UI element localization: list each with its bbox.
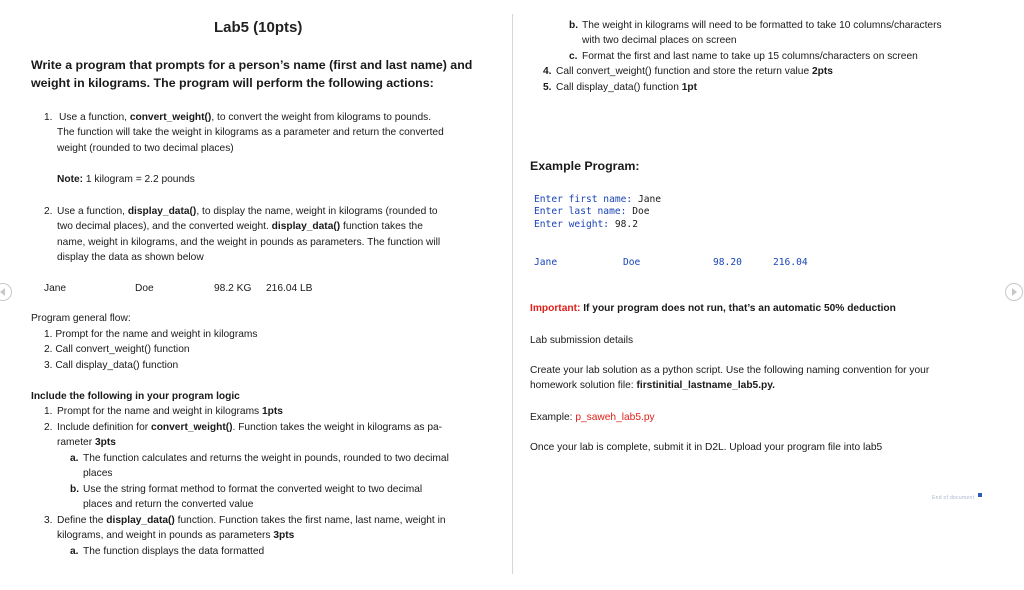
sample-weight-lb: 216.04 LB — [266, 283, 313, 294]
item-1-line-3: weight (rounded to two decimal places) — [57, 143, 234, 154]
chevron-left-icon — [0, 288, 5, 296]
item-2-post: , to display the name, weight in kilograms (rounded to — [196, 206, 438, 217]
example-program-heading: Example Program: — [530, 159, 640, 173]
example-filename — [530, 410, 655, 426]
item-2-function: display_data() — [127, 206, 197, 217]
submission-heading: Lab submission details — [530, 335, 634, 346]
right-item-5-points: 1pt — [681, 82, 698, 93]
logic-item-3-post: function. Function takes the first name, last name, weight in — [177, 515, 446, 526]
logic-item-2-line-2 — [57, 435, 116, 451]
example-file: p_saweh_lab5.py — [575, 412, 655, 423]
logic-item-2-l2: rameter — [57, 437, 93, 448]
item-2-number: 2. — [44, 206, 53, 217]
item-1-line-2: The function will take the weight in kilograms as a parameter and return the converted — [57, 127, 444, 138]
logic-item-3-number: 3. — [44, 515, 53, 526]
logic-item-2-line-1 — [57, 420, 442, 436]
logic-2b-letter: b. — [70, 484, 80, 495]
logic-item-3-function: display_data() — [106, 515, 175, 526]
item-2-line-4: display the data as shown below — [57, 252, 204, 263]
right-item-5 — [556, 80, 697, 96]
logic-item-3-pre: Define the — [57, 515, 104, 526]
column-divider — [512, 14, 513, 574]
console-value-last: Doe — [632, 206, 650, 217]
item-1-number: 1. — [44, 112, 53, 123]
logic-3a-text: The function displays the data formatted — [83, 546, 265, 557]
right-item-4 — [556, 64, 833, 80]
logic-item-3-points: 3pts — [273, 530, 295, 541]
intro-line-1: Write a program that prompts for a person’s name (first and last name) and — [31, 58, 473, 72]
end-of-document — [932, 486, 982, 504]
console-prompt-weight: Enter weight: — [534, 219, 610, 230]
sample-first-name: Jane — [44, 283, 67, 294]
logic-2b-line-1: Use the string format method to format the converted weight to two decimal — [83, 484, 423, 495]
item-2-line-2 — [57, 219, 423, 235]
logic-item-2-function: convert_weight() — [151, 422, 233, 433]
end-of-document-text: End of document — [932, 495, 975, 501]
flow-item-2: 2. Call convert_weight() function — [44, 344, 190, 355]
console-value-first: Jane — [637, 194, 662, 205]
submit-instructions: Once your lab is complete, submit it in D2L. Upload your program file into lab5 — [530, 442, 883, 453]
sample-last-name: Doe — [135, 283, 154, 294]
logic-2a-letter: a. — [70, 453, 79, 464]
flow-item-1: 1. Prompt for the name and weight in kilograms — [44, 329, 258, 340]
output-last-name: Doe — [623, 257, 641, 268]
right-item-4-text: Call convert_weight() function and store the return value — [556, 66, 810, 77]
important-text: If your program does not run, that’s an automatic 50% deduction — [583, 303, 896, 314]
note-label: Note: — [57, 174, 84, 185]
create-line-2-post: . — [772, 380, 776, 391]
logic-3a-letter: a. — [70, 546, 79, 557]
output-first-name: Jane — [534, 257, 558, 268]
intro-line-2: weight in kilograms. The program will perform the following actions: — [31, 76, 434, 90]
console-line-2 — [534, 206, 650, 219]
flow-heading: Program general flow: — [31, 313, 131, 324]
logic-2a-line-2: places — [83, 468, 113, 479]
logic-item-2-number: 2. — [44, 422, 53, 433]
right-b-line-1: The weight in kilograms will need to be formatted to take 10 columns/characters — [582, 20, 942, 31]
right-item-5-number: 5. — [543, 82, 552, 93]
page-title: Lab5 (10pts) — [214, 19, 303, 36]
console-line-3 — [534, 219, 638, 232]
item-1-post: , to convert the weight from kilograms to pounds. — [211, 112, 432, 123]
logic-item-2-post: . Function takes the weight in kilograms as pa- — [232, 422, 443, 433]
item-1-function: convert_weight() — [129, 112, 212, 123]
create-line-1: Create your lab solution as a python script. Use the following naming convention for your — [530, 365, 930, 376]
right-c-text: Format the first and last name to take up 15 columns/characters on screen — [582, 51, 918, 62]
logic-heading: Include the following in your program logic — [31, 391, 240, 402]
logic-item-1-number: 1. — [44, 406, 53, 417]
logic-item-3-l2: kilograms, and weight in pounds as parameters — [57, 530, 271, 541]
flow-item-3: 3. Call display_data() function — [44, 360, 179, 371]
item-1-pre: Use a function, — [59, 112, 127, 123]
logic-item-2-pre: Include definition for — [57, 422, 149, 433]
create-line-2-pre: homework solution file: — [530, 380, 634, 391]
right-item-4-number: 4. — [543, 66, 552, 77]
right-b-line-2: with two decimal places on screen — [582, 35, 737, 46]
item-2-line-2-post: function takes the — [343, 221, 423, 232]
logic-item-3-line-1 — [57, 513, 446, 529]
sample-weight-kg: 98.2 KG — [214, 283, 252, 294]
right-b-letter: b. — [569, 20, 579, 31]
note-text: 1 kilogram = 2.2 pounds — [85, 174, 195, 185]
logic-item-1-text: Prompt for the name and weight in kilograms — [57, 406, 260, 417]
important-label: Important: — [530, 303, 581, 314]
console-prompt-first: Enter first name: — [534, 194, 633, 205]
create-line-2 — [530, 378, 775, 394]
item-2-line-2-pre: two decimal places), and the converted weight. — [57, 221, 269, 232]
note — [57, 172, 195, 188]
logic-item-2-points: 3pts — [94, 437, 116, 448]
item-2-line-2-function: display_data() — [271, 221, 341, 232]
item-2-line-3: name, weight in kilograms, and the weight in pounds as parameters. The function will — [57, 237, 441, 248]
output-weight-lb: 216.04 — [773, 257, 808, 268]
console-value-weight: 98.2 — [614, 219, 638, 230]
next-page-button[interactable] — [1005, 283, 1023, 301]
right-item-5-text: Call display_data() function — [556, 82, 679, 93]
item-2-pre: Use a function, — [57, 206, 125, 217]
console-line-1 — [534, 194, 661, 207]
logic-2b-line-2: places and return the converted value — [83, 499, 254, 510]
output-weight-kg: 98.20 — [713, 257, 742, 268]
chevron-right-icon — [1012, 288, 1017, 296]
example-label: Example: — [530, 412, 573, 423]
right-item-4-points: 2pts — [811, 66, 833, 77]
item-2-line-1 — [57, 204, 438, 220]
item-1-line-1 — [59, 110, 431, 126]
logic-2a-line-1: The function calculates and returns the weight in pounds, rounded to two decimal — [83, 453, 449, 464]
important-note — [530, 301, 896, 317]
previous-page-button[interactable] — [0, 283, 12, 301]
naming-convention: firstinitial_lastname_lab5.py — [636, 380, 773, 391]
logic-item-1 — [57, 404, 283, 420]
logic-item-1-points: 1pts — [262, 406, 283, 417]
logic-item-3-line-2 — [57, 528, 294, 544]
right-c-letter: c. — [569, 51, 578, 62]
end-of-document-marker — [978, 493, 982, 497]
console-prompt-last: Enter last name: — [534, 206, 627, 217]
